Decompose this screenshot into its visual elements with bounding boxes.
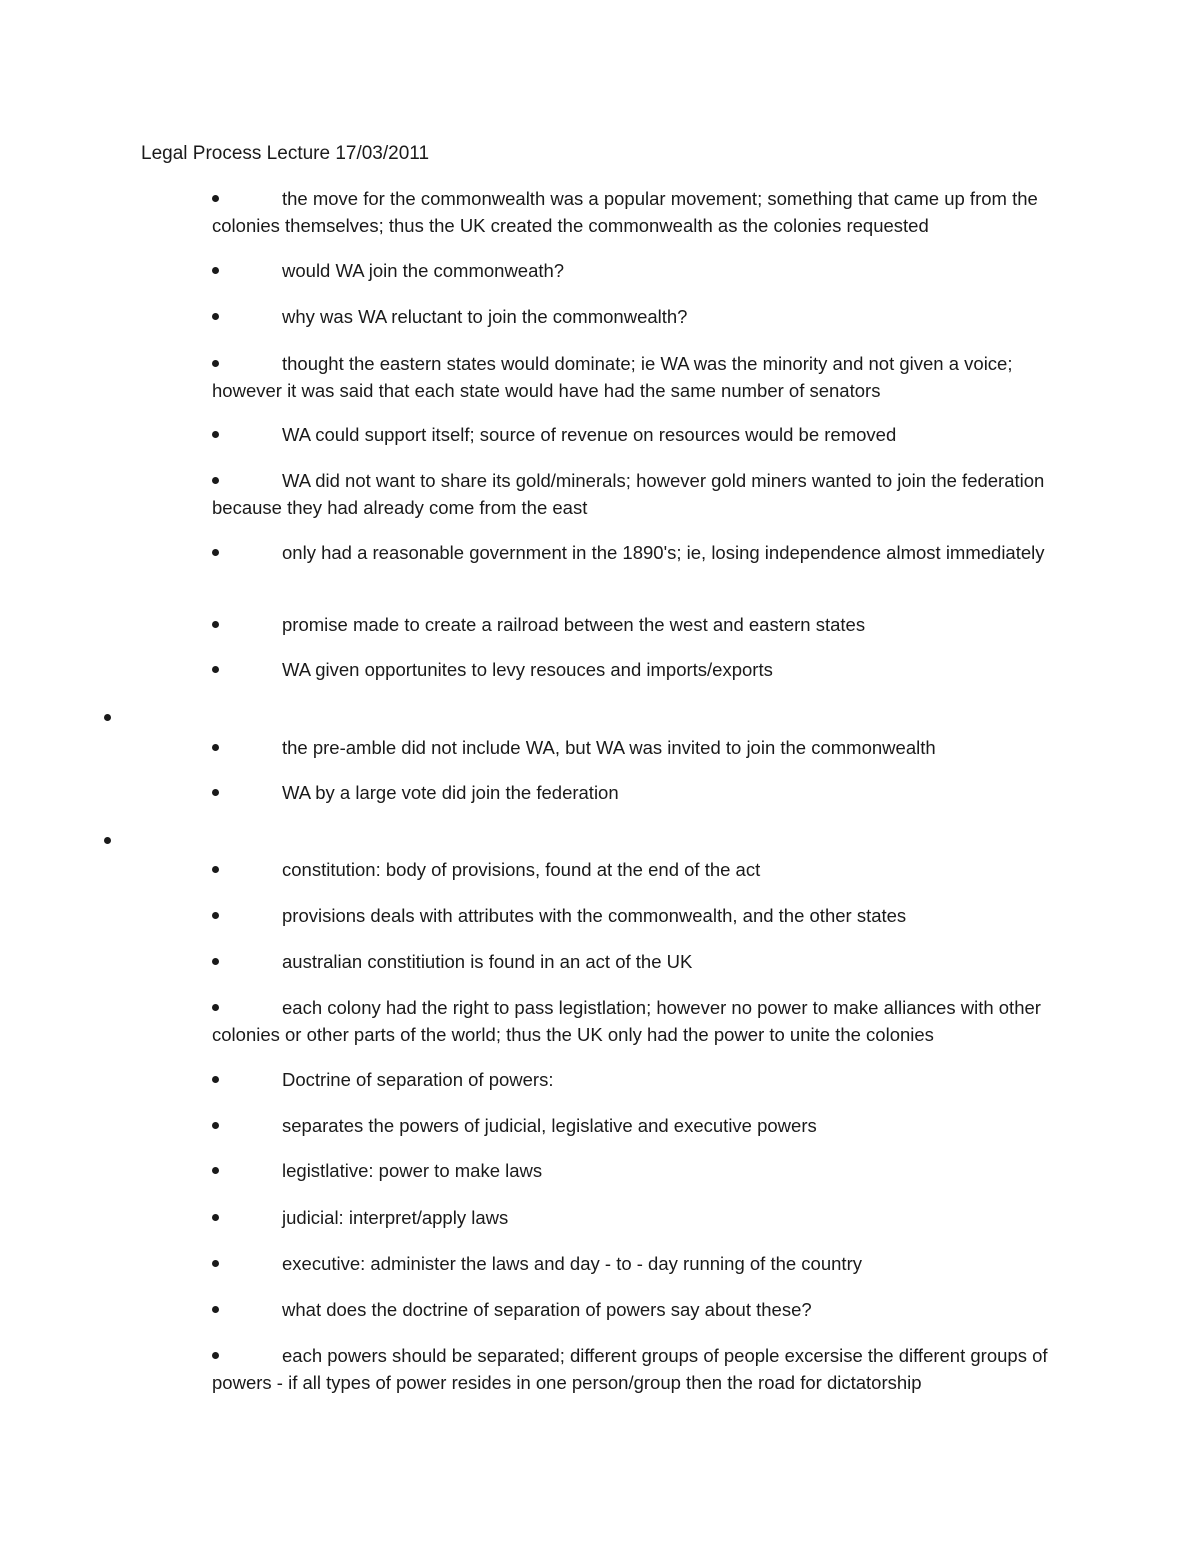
bullet-text: WA did not want to share its gold/minerals; however gold miners wanted to join the federation because they had already come from the east [212,470,1045,518]
bullet-icon [212,195,219,202]
document-title: Legal Process Lecture 17/03/2011 [141,143,430,164]
bullet-icon [212,912,219,919]
bullet-item [212,994,1072,1048]
bullet-icon [212,1167,219,1174]
bullet-icon [212,1260,219,1267]
bullet-text: constitution: body of provisions, found at the end of the act [282,859,761,880]
bullet-item [212,185,1072,239]
bullet-icon [212,360,219,367]
bullet-text: thought the eastern states would dominate; ie WA was the minority and not given a voice; however it was said that each state would have had the same number of senators [212,353,1013,401]
bullet-icon [212,1122,219,1129]
bullet-icon [212,958,219,965]
bullet-icon [212,666,219,673]
bullet-icon [212,313,219,320]
bullet-text: each colony had the right to pass legistlation; however no power to make alliances with other colonies or other parts of the world; thus the UK only had the power to unite the colonies [212,997,1041,1045]
bullet-item [212,1342,1072,1396]
bullet-item [212,539,1072,566]
bullet-item [212,1250,1072,1277]
bullet-text: only had a reasonable government in the 1890's; ie, losing independence almost immediately [282,542,1045,563]
bullet-text: executive: administer the laws and day - to - day running of the country [282,1253,862,1274]
bullet-text: australian constitiution is found in an act of the UK [282,951,693,972]
empty-bullet-icon [104,837,111,844]
bullet-item [212,856,1072,883]
bullet-text: promise made to create a railroad between the west and eastern states [282,614,866,635]
bullet-icon [212,1306,219,1313]
bullet-text: WA by a large vote did join the federation [282,782,619,803]
bullet-text: legistlative: power to make laws [282,1160,543,1181]
bullet-text: judicial: interpret/apply laws [282,1207,509,1228]
bullet-item [212,1066,1072,1093]
bullet-icon [212,621,219,628]
bullet-text: WA given opportunites to levy resouces and imports/exports [282,659,773,680]
bullet-text: why was WA reluctant to join the commonwealth? [282,306,688,327]
bullet-item [212,948,1072,975]
bullet-item [212,779,1072,806]
bullet-text: WA could support itself; source of revenue on resources would be removed [282,424,897,445]
bullet-icon [212,1004,219,1011]
bullet-item [212,421,1072,448]
bullet-text: Doctrine of separation of powers: [282,1069,554,1090]
bullet-icon [212,1214,219,1221]
bullet-item [212,611,1072,638]
bullet-icon [212,431,219,438]
bullet-icon [212,1352,219,1359]
bullet-text: what does the doctrine of separation of powers say about these? [282,1299,812,1320]
bullet-item [212,902,1072,929]
bullet-text: would WA join the commonweath? [282,260,565,281]
bullet-icon [212,744,219,751]
bullet-text: the pre-amble did not include WA, but WA was invited to join the commonwealth [282,737,936,758]
bullet-item [212,656,1072,683]
bullet-text: the move for the commonwealth was a popular movement; something that came up from the colonies themselves; thus the UK created the commonwealth as the colonies requested [212,188,1038,236]
bullet-icon [212,477,219,484]
bullet-item [212,350,1072,404]
bullet-item [212,1204,1072,1231]
bullet-icon [212,1076,219,1083]
bullet-item [212,1157,1072,1184]
bullet-item [212,734,1072,761]
bullet-item [212,1112,1072,1139]
bullet-icon [212,549,219,556]
bullet-item [212,257,1072,284]
bullet-item [212,467,1072,521]
empty-bullet-icon [104,714,111,721]
bullet-item [212,1296,1072,1323]
bullet-icon [212,866,219,873]
bullet-icon [212,267,219,274]
bullet-text: each powers should be separated; different groups of people excersise the different groups of powers - if all types of power resides in one person/group then the road for dictatorship [212,1345,1048,1393]
bullet-icon [212,789,219,796]
bullet-text: provisions deals with attributes with the commonwealth, and the other states [282,905,907,926]
bullet-text: separates the powers of judicial, legislative and executive powers [282,1115,817,1136]
bullet-item [212,303,1072,330]
